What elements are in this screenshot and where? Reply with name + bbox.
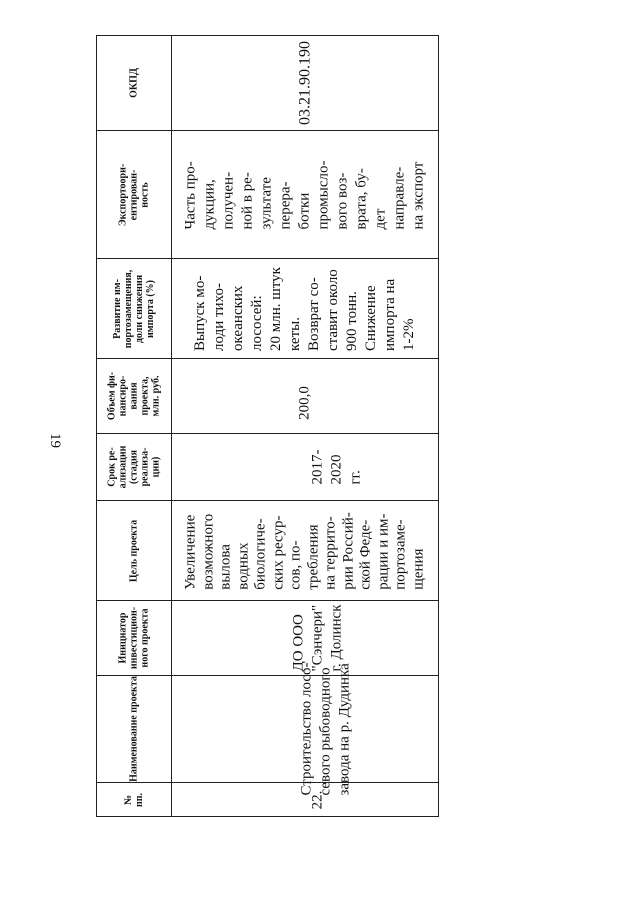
text-line: вания xyxy=(128,382,140,410)
text-line: Экспортоори- xyxy=(117,163,129,226)
text-line: 1-2% xyxy=(400,317,417,351)
text-line: Строительство лосо- xyxy=(298,662,315,796)
text-line: ного проекта xyxy=(139,608,151,668)
cell-text xyxy=(182,512,427,590)
cell-export xyxy=(171,131,438,258)
cell-text xyxy=(118,607,151,669)
cell-text xyxy=(107,446,162,489)
header-initiator xyxy=(97,601,172,675)
text-line: ОКПД xyxy=(128,68,140,98)
text-line: ставит около xyxy=(324,268,341,351)
text-line: вого воз- xyxy=(334,172,350,229)
text-line: на экспорт xyxy=(410,161,426,229)
text-line: гг. xyxy=(347,470,364,485)
header-num xyxy=(97,783,172,817)
text-line: ной в ре- xyxy=(239,171,255,229)
text-line: завода на р. Дудинка xyxy=(336,663,353,796)
cell-text xyxy=(129,676,140,782)
text-line: "Сэнчери" xyxy=(309,604,326,672)
header-export xyxy=(97,131,172,258)
table-row-goal xyxy=(97,501,438,601)
text-line: проекта, xyxy=(139,376,151,416)
text-line: импорта на xyxy=(381,278,398,351)
text-line: Возврат со- xyxy=(305,276,322,351)
text-line: дет xyxy=(372,208,388,229)
cell-text xyxy=(297,662,354,795)
text-line: Развитие им- xyxy=(112,278,123,339)
text-line: вылова xyxy=(217,543,233,590)
cell-goal xyxy=(171,501,438,600)
cell-text xyxy=(118,163,151,225)
text-line: млн. руб. xyxy=(150,375,162,417)
text-line: ность xyxy=(139,181,151,208)
text-line: ботки xyxy=(296,192,312,229)
table-row-export xyxy=(97,131,438,259)
text-line: 2020 xyxy=(328,454,345,485)
text-line: Выпуск мо- xyxy=(191,275,208,351)
text-line: 2017- xyxy=(309,449,326,485)
text-line: дукции, xyxy=(201,178,217,229)
text-line: Часть про- xyxy=(182,160,198,229)
cell-name xyxy=(171,662,438,796)
text-line: Объем фи- xyxy=(106,371,118,421)
text-line: зультате xyxy=(258,176,274,229)
text-line: Увеличение xyxy=(182,514,198,590)
text-line: возможного xyxy=(199,513,216,590)
text-line: промысло- xyxy=(315,160,331,229)
text-line: 900 тонн. xyxy=(343,290,360,351)
text-line: ции) xyxy=(150,456,162,478)
text-line: получен- xyxy=(220,171,236,229)
text-line: ентирован- xyxy=(128,169,140,220)
text-line: Снижение xyxy=(362,284,379,351)
text-line: перера- xyxy=(277,180,293,229)
text-line: сов, по- xyxy=(287,539,303,590)
text-line: ской Феде- xyxy=(357,519,373,590)
cell-text xyxy=(129,68,140,98)
text-line: доли снижения xyxy=(134,274,145,343)
text-line: портозамещения, xyxy=(123,269,134,348)
page-number: 19 xyxy=(47,433,63,448)
text-line: Инициатор xyxy=(117,612,129,664)
header-term xyxy=(97,434,172,500)
text-line: ализации xyxy=(117,445,129,489)
text-line: кеты. xyxy=(286,316,303,351)
text-line: рации и им- xyxy=(374,512,391,590)
text-line: на террито- xyxy=(322,515,338,590)
text-line: ДО ООО xyxy=(290,614,307,672)
header-name xyxy=(97,676,172,782)
text-line: требления xyxy=(304,523,321,590)
cell-finance xyxy=(171,359,438,433)
table-row-finance xyxy=(97,359,438,434)
text-line: биологиче- xyxy=(252,517,268,590)
text-line: направле- xyxy=(391,166,407,229)
text-line: инвестицион- xyxy=(128,606,140,670)
table-row-okpd xyxy=(97,36,438,131)
text-line: врата, бу- xyxy=(353,167,369,229)
text-line: водных xyxy=(234,541,251,590)
text-line: № xyxy=(123,794,134,806)
text-line: пп. xyxy=(134,792,145,808)
cell-text xyxy=(181,160,428,229)
cell-text xyxy=(191,267,419,351)
cell-text xyxy=(295,41,314,125)
text-line: 200,0 xyxy=(296,386,312,421)
text-line: Наименование проекта xyxy=(128,676,140,782)
cell-text xyxy=(308,450,365,485)
header-finance xyxy=(97,359,172,433)
text-line: 03.21.90.190 xyxy=(296,41,313,125)
text-line: импорта (%) xyxy=(145,279,156,338)
text-line: океанских xyxy=(229,285,246,351)
cell-term xyxy=(171,434,438,500)
text-line: рии Россий- xyxy=(339,511,356,590)
cell-text xyxy=(107,372,162,420)
text-line: севого рыбоводного xyxy=(317,667,334,796)
text-line: щения xyxy=(409,548,426,590)
table-row-name xyxy=(97,662,438,796)
cell-import xyxy=(171,259,438,358)
text-line: Срок ре- xyxy=(106,447,118,487)
text-line: 22. xyxy=(309,790,326,810)
text-line: ских ресур- xyxy=(269,515,286,590)
cell-text xyxy=(112,269,156,348)
text-line: Цель проекта xyxy=(128,519,140,582)
text-line: портозаме- xyxy=(392,518,408,590)
table-row-import xyxy=(97,259,438,359)
text-line: лоди тихо- xyxy=(210,282,227,351)
table-row-initiator xyxy=(97,601,438,676)
cell-text xyxy=(308,791,327,810)
header-goal xyxy=(97,501,172,600)
cell-text xyxy=(123,793,145,807)
header-okpd xyxy=(97,36,172,130)
text-line: лососей: xyxy=(248,294,265,351)
cell-text xyxy=(129,519,140,581)
cell-text xyxy=(289,605,346,672)
text-line: нансиро- xyxy=(117,375,129,417)
project-table xyxy=(96,35,439,817)
cell-text xyxy=(295,387,314,421)
cell-num xyxy=(171,783,438,817)
cell-okpd xyxy=(171,36,438,130)
header-import xyxy=(97,259,172,358)
text-line: (стадия xyxy=(128,449,140,485)
text-line: 20 млн. штук xyxy=(267,266,284,351)
table-row-num xyxy=(97,783,438,817)
table-row-term xyxy=(97,434,438,501)
text-line: реализа- xyxy=(139,447,151,487)
text-line: г. Долинск xyxy=(328,604,345,672)
